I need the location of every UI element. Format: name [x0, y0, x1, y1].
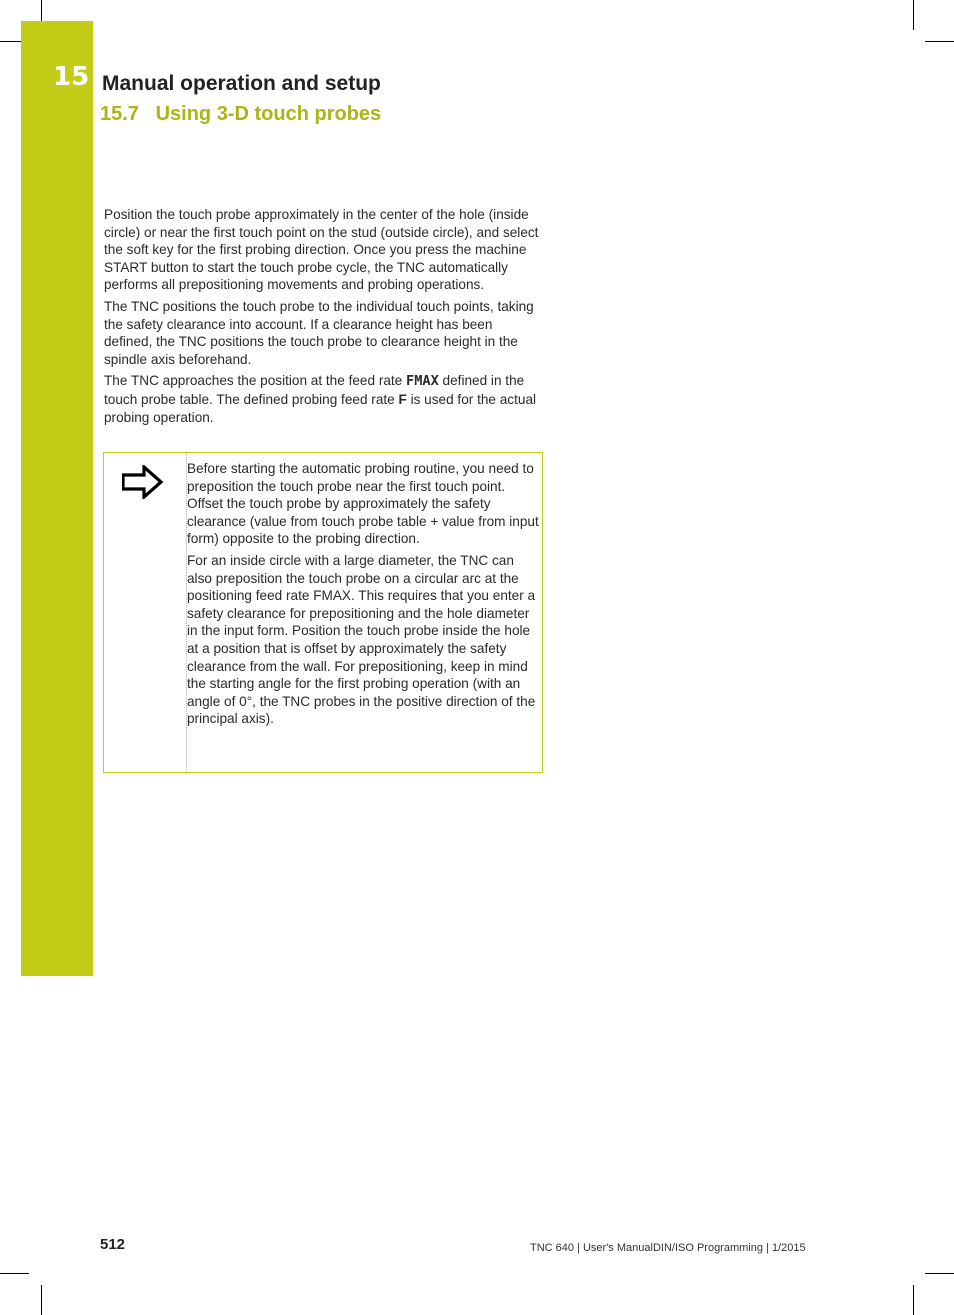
- crop-mark: [41, 1285, 42, 1315]
- crop-mark: [913, 0, 914, 30]
- note-box: [103, 452, 543, 773]
- paragraph: [104, 372, 544, 426]
- chapter-sidebar: [21, 21, 93, 976]
- crop-mark: [913, 1285, 914, 1315]
- crop-mark: [0, 1273, 29, 1274]
- note-paragraph: Before starting the automatic probing routine, you need to preposition the touch probe near the first touch point. Offset the touch probe by approximately the safety clearance (value from touch probe table + value from input form) opposite to the probing direction.: [187, 461, 539, 547]
- crop-mark: [925, 41, 954, 42]
- arrow-right-icon: [122, 465, 164, 499]
- text-run: The TNC approaches the position at the feed rate: [104, 373, 407, 389]
- chapter-title: Manual operation and setup: [102, 72, 381, 95]
- footer-text: TNC 640 | User's ManualDIN/ISO Programming | 1/2015: [530, 1242, 806, 1254]
- note-text: [187, 460, 539, 732]
- page-number: 512: [100, 1236, 126, 1253]
- crop-mark: [0, 41, 22, 42]
- code-fmax: FMAX: [406, 373, 439, 390]
- crop-mark: [41, 0, 42, 22]
- body-text: [104, 206, 544, 430]
- crop-mark: [925, 1273, 954, 1274]
- section-title: 15.7 Using 3-D touch probes: [100, 103, 382, 125]
- text-run: defined in the touch probe table. The defined probing feed rate: [104, 373, 525, 407]
- paragraph: Position the touch probe approximately in the center of the hole (inside circle) or near the first touch point on the stud (outside circle), and select the soft key for the first probing direction. Once you press the machine START button to start the touch probe cycle, the TNC automatically performs all prepositioning movements and probing operations.: [104, 207, 539, 293]
- chapter-number: 15: [53, 62, 90, 92]
- text-run: is used for the actual probing operation.: [104, 391, 537, 425]
- code-f: F: [398, 391, 407, 407]
- paragraph: The TNC positions the touch probe to the individual touch points, taking the safety clearance into account. If a clearance height has been defined, the TNC positions the touch probe to clearance height in the spindle axis beforehand.: [104, 298, 534, 367]
- note-paragraph: For an inside circle with a large diameter, the TNC can also preposition the touch probe on a circular arc at the positioning feed rate FMAX. This requires that you enter a safety clearance for prepositioning and the hole diameter in the input form. Position the touch probe inside the hole at a position that is offset by approximately the safety clearance from the wall. For prepositioning, keep in mind the starting angle for the first probing operation (with an angle of 0°, the TNC probes in the positive direction of the principal axis).: [187, 552, 536, 727]
